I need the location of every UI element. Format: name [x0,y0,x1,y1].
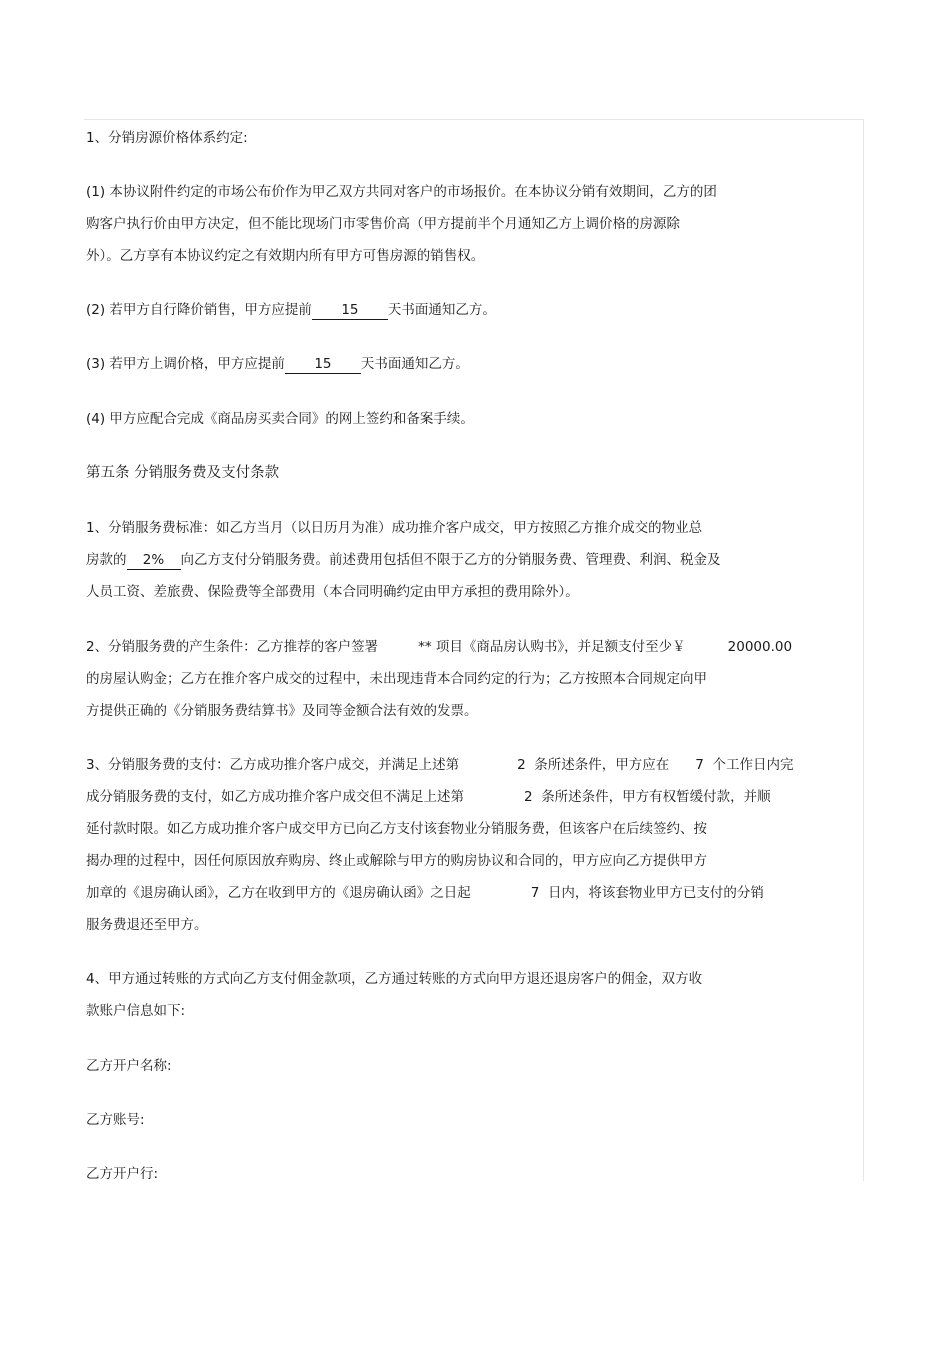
section-3-line-1 [86,755,793,775]
para-2-suffix: 天书面通知乙方。 [387,302,496,318]
section-2-line-1 [86,637,792,657]
section-4-line-1: 4、甲方通过转账的方式向乙方支付佣金款项，乙方通过转账的方式向甲方退还退房客户的佣金，双方收 [86,971,703,987]
clause-1-para-1-line-2: 购客户执行价由甲方决定，但不能比现场门市零售价高（甲方提前半个月通知乙方上调价格的房源除 [86,216,680,232]
clause-1-title: 1、分销房源价格体系约定: [86,130,248,146]
section-3-l1-suffix: 个工作日内完 [712,757,794,773]
section-3-line-4: 揭办理的过程中，因任何原因放弃购房、终止或解除与甲方的购房协议和合同的，甲方应向乙方提供甲方 [86,853,707,869]
section-3-l5-prefix: 加章的《退房确认函》，乙方在收到甲方的《退房确认函》之日起 [86,885,471,901]
clause-1-para-2 [86,300,496,320]
para-2-prefix: (2) 若甲方自行降价销售，甲方应提前 [86,302,312,318]
article-5-title: 第五条 分销服务费及支付条款 [86,465,280,481]
clause-1-para-1-line-1: (1) 本协议附件约定的市场公布价作为甲乙双方共同对客户的市场报价。在本协议分销有效期间，乙方的团 [86,184,717,200]
section-1-prefix: 房款的 [86,552,127,568]
para-3-days-blank: 15 [285,356,361,374]
para-2-days-blank: 15 [312,302,388,320]
section-1-suffix: 向乙方支付分销服务费。前述费用包括但不限于乙方的分销服务费、管理费、利润、税金及 [180,552,721,568]
section-2-line-3: 方提供正确的《分销服务费结算书》及同等金额合法有效的发票。 [86,703,478,719]
para-3-prefix: (3) 若甲方上调价格，甲方应提前 [86,356,285,372]
section-3-l5-suffix: 日内，将该套物业甲方已支付的分销 [547,885,764,901]
clause-1-para-4: (4) 甲方应配合完成《商品房买卖合同》的网上签约和备案手续。 [86,411,474,427]
account-name-label: 乙方开户名称: [86,1058,172,1074]
section-4-line-2: 款账户信息如下: [86,1003,186,1019]
service-fee-rate-blank: 2% [127,552,181,570]
section-1-line-1: 1、分销服务费标准：如乙方当月（以日历月为准）成功推介客户成交，甲方按照乙方推介成交的物业总 [86,520,703,536]
section-2-middle: ** 项目《商品房认购书》，并足额支付至少￥ [418,639,686,655]
deposit-amount: 20000.00 [727,639,793,655]
section-3-l2-suffix: 条所述条件，甲方有权暂缓付款，并顺 [541,789,771,805]
section-2-line-2: 的房屋认购金；乙方在推介客户成交的过程中，未出现违背本合同约定的行为；乙方按照本合同规定向甲 [86,671,707,687]
section-3-l1-number-2: 7 [695,757,704,773]
section-1-line-3: 人员工资、差旅费、保险费等全部费用（本合同明确约定由甲方承担的费用除外）。 [86,584,579,600]
section-3-l2-number: 2 [524,789,533,805]
section-3-line-2 [86,787,771,807]
section-3-line-6: 服务费退还至甲方。 [86,917,208,933]
section-2-prefix: 2、分销服务费的产生条件：乙方推荐的客户签署 [86,639,379,655]
section-3-l5-number: 7 [530,885,540,901]
clause-1-para-3 [86,354,469,374]
account-bank-label: 乙方开户行: [86,1166,159,1182]
section-3-line-5 [86,883,764,903]
section-3-l1-number-1: 2 [517,757,526,773]
section-3-l2-prefix: 成分销服务费的支付，如乙方成功推介客户成交但不满足上述第 [86,789,464,805]
section-1-line-2 [86,550,721,570]
para-3-suffix: 天书面通知乙方。 [360,356,469,372]
section-3-l1-middle: 条所述条件，甲方应在 [534,757,670,773]
account-number-label: 乙方账号: [86,1112,145,1128]
section-3-line-3: 延付款时限。如乙方成功推介客户成交甲方已向乙方支付该套物业分销服务费，但该客户在后续签约、按 [86,821,707,837]
clause-1-para-1-line-3: 外）。乙方享有本协议约定之有效期内所有甲方可售房源的销售权。 [86,248,485,264]
section-3-l1-prefix: 3、分销服务费的支付：乙方成功推介客户成交，并满足上述第 [86,757,460,773]
